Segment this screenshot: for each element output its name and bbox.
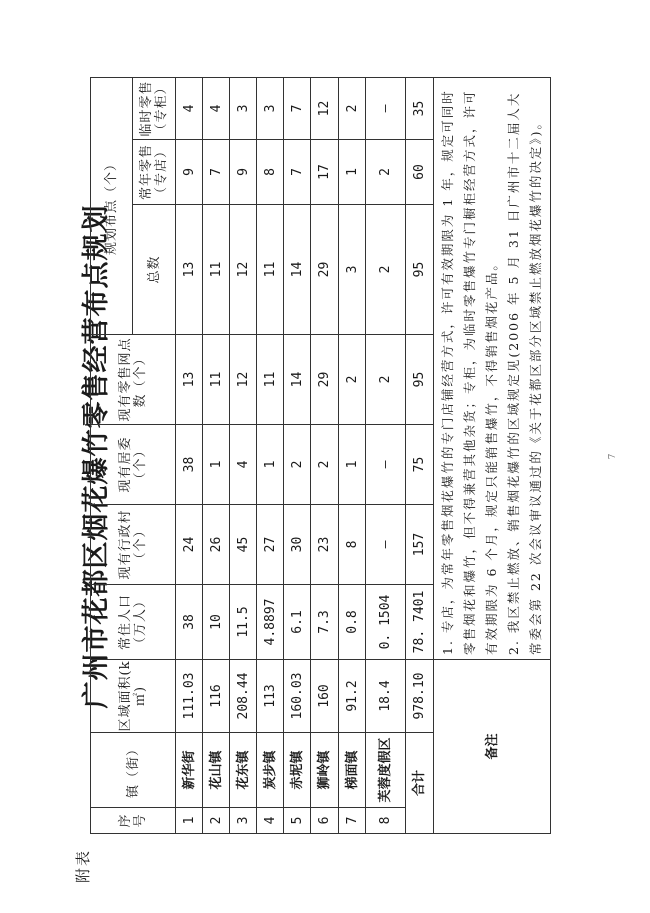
cell-area: 116 bbox=[203, 660, 230, 733]
cell-committees: 2 bbox=[284, 425, 311, 505]
header-planned-group: 规划布点（个） bbox=[91, 77, 133, 334]
header-existing-outlets: 现有零售网点数（个） bbox=[91, 335, 176, 425]
cell-existing-outlets: 11 bbox=[257, 335, 284, 425]
cell-population: 38 bbox=[176, 585, 203, 660]
table-row bbox=[366, 77, 406, 833]
cell-villages: 26 bbox=[203, 505, 230, 585]
cell-town: 梯面镇 bbox=[339, 733, 366, 808]
cell-town: 赤坭镇 bbox=[284, 733, 311, 808]
cell-villages: 27 bbox=[257, 505, 284, 585]
header-planned-temporary: 临时零售（专柜） bbox=[133, 77, 176, 139]
cell-population: 10 bbox=[203, 585, 230, 660]
total-planned-total: 95 bbox=[406, 205, 434, 335]
header-population: 常住人口（万人） bbox=[91, 585, 176, 660]
cell-seq: 2 bbox=[203, 808, 230, 834]
cell-existing-outlets: 2 bbox=[339, 335, 366, 425]
cell-planned-temporary: 7 bbox=[284, 77, 311, 139]
total-committees: 75 bbox=[406, 425, 434, 505]
cell-seq: 4 bbox=[257, 808, 284, 834]
cell-existing-outlets: 11 bbox=[203, 335, 230, 425]
table-row bbox=[176, 77, 203, 833]
total-label: 合计 bbox=[406, 733, 434, 834]
cell-committees: 1 bbox=[203, 425, 230, 505]
cell-planned-temporary: — bbox=[366, 77, 406, 139]
cell-existing-outlets: 13 bbox=[176, 335, 203, 425]
cell-committees: — bbox=[366, 425, 406, 505]
cell-planned-temporary: 12 bbox=[311, 77, 339, 139]
cell-planned-temporary: 4 bbox=[203, 77, 230, 139]
appendix-label: 附表 bbox=[74, 848, 92, 883]
cell-planned-year-round: 9 bbox=[230, 140, 257, 205]
note-1: 1. 专店，为常年零售烟花爆竹的专门店铺经营方式，许可有效期限为 1 年，规定可同时零售烟花和爆竹，但不得兼营其他杂货；专柜，为临时零售爆竹专门橱柜经营方式，许可有效期限为 6 个月，规定只能销售爆竹，不得销售烟花产品。 bbox=[440, 89, 499, 655]
notes-content bbox=[434, 77, 551, 659]
table-row bbox=[311, 77, 339, 833]
cell-villages: 23 bbox=[311, 505, 339, 585]
note-2: 2. 我区禁止燃放、销售烟花爆竹的区域规定见(2006 年 5 月 31 日广州市十二届人大常委会第 22 次会议审议通过的《关于花都区部分区域禁止燃放烟花爆竹的决定》)。 bbox=[506, 91, 543, 655]
header-area: 区域面积(k㎡) bbox=[91, 660, 176, 733]
cell-area: 111.03 bbox=[176, 660, 203, 733]
cell-committees: 2 bbox=[311, 425, 339, 505]
total-planned-year-round: 60 bbox=[406, 140, 434, 205]
cell-area: 208.44 bbox=[230, 660, 257, 733]
header-seq: 序号 bbox=[91, 808, 176, 834]
page-number: 7 bbox=[608, 453, 618, 460]
cell-villages: 8 bbox=[339, 505, 366, 585]
total-villages: 157 bbox=[406, 505, 434, 585]
header-row bbox=[91, 77, 133, 833]
cell-seq: 3 bbox=[230, 808, 257, 834]
cell-committees: 4 bbox=[230, 425, 257, 505]
cell-planned-year-round: 1 bbox=[339, 140, 366, 205]
table-row bbox=[284, 77, 311, 833]
total-row bbox=[406, 77, 434, 833]
header-committees: 现有居委（个） bbox=[91, 425, 176, 505]
cell-planned-total: 3 bbox=[339, 205, 366, 335]
total-existing-outlets: 95 bbox=[406, 335, 434, 425]
cell-committees: 38 bbox=[176, 425, 203, 505]
cell-planned-total: 14 bbox=[284, 205, 311, 335]
cell-planned-total: 11 bbox=[257, 205, 284, 335]
header-planned-total: 总数 bbox=[133, 205, 176, 335]
cell-villages: 30 bbox=[284, 505, 311, 585]
notes-label: 备注 bbox=[434, 660, 551, 834]
header-villages: 现有行政村（个） bbox=[91, 505, 176, 585]
cell-planned-year-round: 8 bbox=[257, 140, 284, 205]
page-title: 广州市花都区烟花爆竹零售经营布点规划 bbox=[81, 204, 112, 709]
cell-population: 11.5 bbox=[230, 585, 257, 660]
cell-villages: — bbox=[366, 505, 406, 585]
cell-planned-temporary: 3 bbox=[257, 77, 284, 139]
cell-town: 新华街 bbox=[176, 733, 203, 808]
retail-plan-table bbox=[90, 77, 551, 834]
cell-planned-total: 11 bbox=[203, 205, 230, 335]
cell-population: 7.3 bbox=[311, 585, 339, 660]
table-row bbox=[230, 77, 257, 833]
table-row bbox=[257, 77, 284, 833]
cell-population: 0. 1504 bbox=[366, 585, 406, 660]
cell-planned-year-round: 17 bbox=[311, 140, 339, 205]
cell-planned-total: 13 bbox=[176, 205, 203, 335]
cell-town: 花东镇 bbox=[230, 733, 257, 808]
table-row bbox=[339, 77, 366, 833]
cell-town: 狮岭镇 bbox=[311, 733, 339, 808]
cell-existing-outlets: 29 bbox=[311, 335, 339, 425]
cell-existing-outlets: 2 bbox=[366, 335, 406, 425]
cell-area: 91.2 bbox=[339, 660, 366, 733]
cell-area: 18.4 bbox=[366, 660, 406, 733]
header-planned-year-round: 常年零售（专店） bbox=[133, 140, 176, 205]
total-area: 978.10 bbox=[406, 660, 434, 733]
cell-existing-outlets: 14 bbox=[284, 335, 311, 425]
cell-seq: 5 bbox=[284, 808, 311, 834]
cell-planned-temporary: 4 bbox=[176, 77, 203, 139]
table-row bbox=[203, 77, 230, 833]
cell-town: 芙蓉度假区 bbox=[366, 733, 406, 808]
cell-planned-year-round: 2 bbox=[366, 140, 406, 205]
total-planned-temporary: 35 bbox=[406, 77, 434, 139]
cell-planned-temporary: 3 bbox=[230, 77, 257, 139]
notes-row bbox=[434, 77, 551, 833]
cell-planned-total: 29 bbox=[311, 205, 339, 335]
total-population: 78. 7401 bbox=[406, 585, 434, 660]
cell-area: 113 bbox=[257, 660, 284, 733]
header-town: 镇（街） bbox=[91, 733, 176, 808]
cell-planned-year-round: 7 bbox=[284, 140, 311, 205]
cell-population: 4.8897 bbox=[257, 585, 284, 660]
cell-population: 0.8 bbox=[339, 585, 366, 660]
cell-villages: 45 bbox=[230, 505, 257, 585]
cell-seq: 1 bbox=[176, 808, 203, 834]
cell-villages: 24 bbox=[176, 505, 203, 585]
cell-planned-total: 2 bbox=[366, 205, 406, 335]
cell-area: 160.03 bbox=[284, 660, 311, 733]
cell-seq: 6 bbox=[311, 808, 339, 834]
cell-planned-year-round: 9 bbox=[176, 140, 203, 205]
cell-committees: 1 bbox=[257, 425, 284, 505]
cell-planned-temporary: 2 bbox=[339, 77, 366, 139]
cell-existing-outlets: 12 bbox=[230, 335, 257, 425]
cell-population: 6.1 bbox=[284, 585, 311, 660]
cell-planned-year-round: 7 bbox=[203, 140, 230, 205]
cell-seq: 7 bbox=[339, 808, 366, 834]
cell-committees: 1 bbox=[339, 425, 366, 505]
cell-area: 160 bbox=[311, 660, 339, 733]
cell-town: 花山镇 bbox=[203, 733, 230, 808]
cell-planned-total: 12 bbox=[230, 205, 257, 335]
cell-town: 炭步镇 bbox=[257, 733, 284, 808]
cell-seq: 8 bbox=[366, 808, 406, 834]
